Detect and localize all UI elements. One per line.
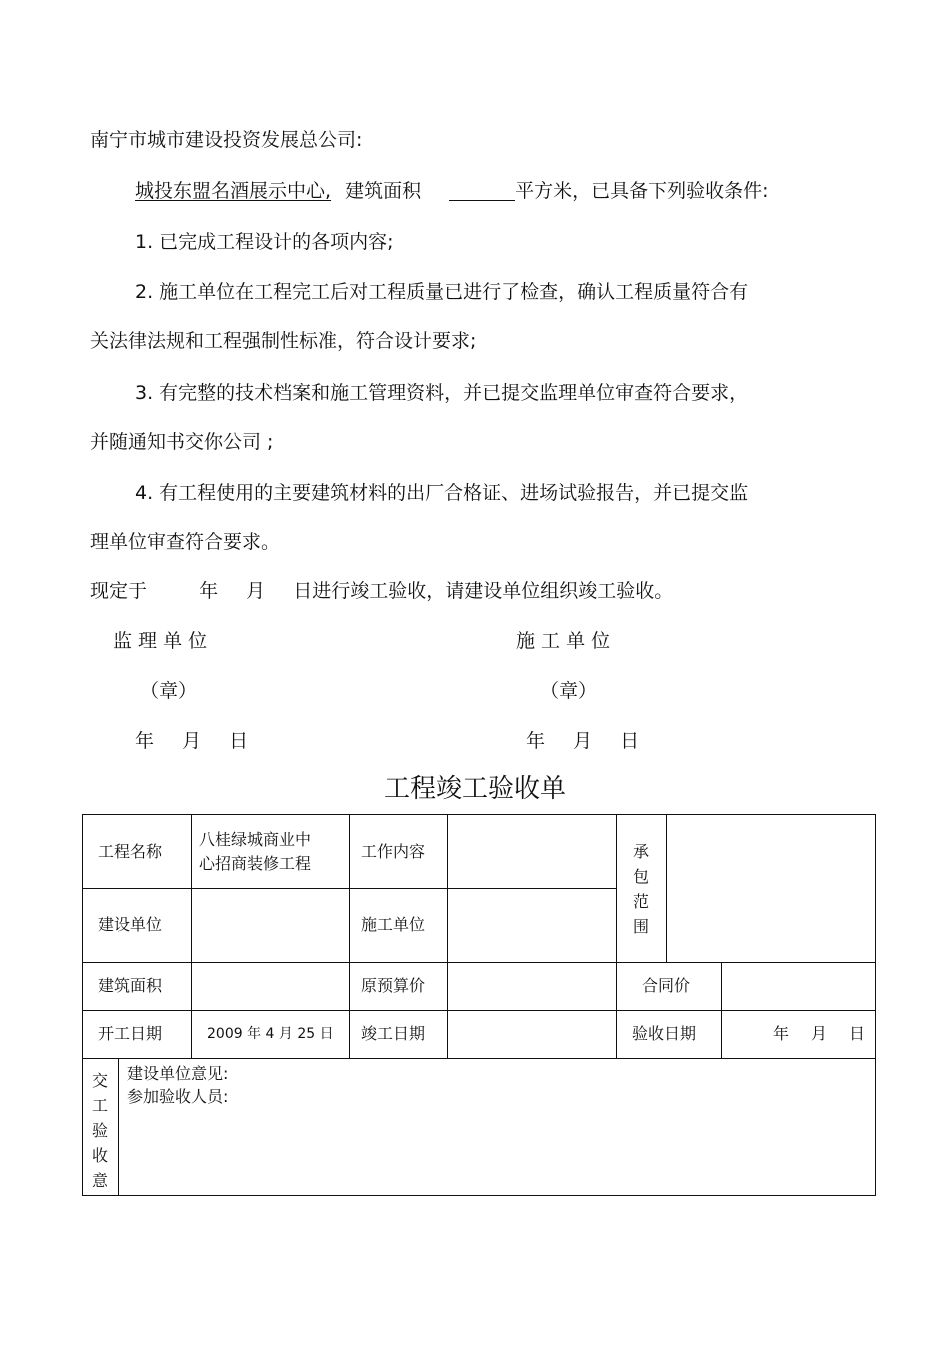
- schedule-line: [90, 578, 673, 604]
- acceptance-date-label: 验收日期: [632, 1024, 697, 1043]
- contractor-date-day: 日: [620, 730, 640, 752]
- handover-label-char: 交: [91, 1071, 108, 1090]
- project-name: 城投东盟名酒展示中心,: [135, 180, 332, 202]
- work-content-label: 工作内容: [361, 842, 426, 861]
- condition-item-3a: 3. 有完整的技术档案和施工管理资料，并已提交监理单位审查符合要求，: [135, 382, 749, 404]
- acceptance-month: 月: [811, 1024, 828, 1043]
- contract-price-label: 合同价: [642, 976, 691, 995]
- scope-label: [631, 839, 651, 939]
- condition-item-2b: 关法律法规和工程强制性标准，符合设计要求;: [90, 330, 477, 352]
- contractor-date-year: 年: [526, 730, 546, 752]
- start-date-value: 2009 年 4 月 25 日: [207, 1026, 334, 1042]
- grid-line: [666, 815, 667, 962]
- condition-item-4b: 理单位审查符合要求。: [90, 531, 281, 553]
- area-suffix: 平方米，已具备下列验收条件:: [515, 180, 769, 202]
- grid-line: [191, 815, 192, 1058]
- condition-item-2a: 2. 施工单位在工程完工后对工程质量已进行了检查，确认工程质量符合有: [135, 281, 749, 303]
- acceptance-year: 年: [773, 1024, 790, 1043]
- schedule-month: 月: [246, 580, 266, 602]
- handover-label-char: 意: [91, 1171, 108, 1190]
- project-name-value-2: 心招商装修工程: [199, 854, 312, 873]
- condition-item-4a: 4. 有工程使用的主要建筑材料的出厂合格证、进场试验报告，并已提交监: [135, 482, 749, 504]
- grid-line: [83, 1058, 875, 1059]
- start-date-label: 开工日期: [98, 1024, 163, 1043]
- contractor-date-month: 月: [573, 730, 593, 752]
- contractor-unit-label: 施 工 单 位: [516, 630, 611, 652]
- scope-label-char: 围: [632, 917, 649, 936]
- grid-line: [447, 815, 448, 1058]
- builder-opinion-label: 建设单位意见:: [127, 1064, 229, 1083]
- schedule-suffix: 日进行竣工验收，请建设单位组织竣工验收。: [293, 580, 674, 602]
- contractor-date: [526, 728, 639, 754]
- contractor-label: 施工单位: [361, 915, 426, 934]
- condition-item-3b: 并随通知书交你公司 ;: [90, 431, 274, 453]
- addressee: 南宁市城市建设投资发展总公司:: [90, 129, 363, 151]
- grid-line: [616, 815, 617, 1058]
- handover-label-char: 验: [91, 1121, 108, 1140]
- original-budget-label: 原预算价: [361, 976, 426, 995]
- scope-label-char: 范: [632, 892, 649, 911]
- handover-opinion-label: [90, 1068, 110, 1193]
- contractor-seal: （章）: [540, 680, 598, 702]
- acceptance-day: 日: [849, 1024, 866, 1043]
- form-title: 工程竣工验收单: [383, 774, 566, 804]
- supervisor-date-day: 日: [229, 730, 249, 752]
- acceptance-date-value: [773, 1023, 865, 1045]
- builder-label: 建设单位: [98, 915, 163, 934]
- supervisor-date-month: 月: [182, 730, 202, 752]
- supervisor-unit-label: 监 理 单 位: [113, 630, 208, 652]
- handover-label-char: 工: [91, 1096, 108, 1115]
- grid-line: [721, 962, 722, 1058]
- supervisor-date: [135, 728, 248, 754]
- acceptance-form-table: [82, 814, 876, 1196]
- schedule-year: 年: [199, 580, 219, 602]
- supervisor-date-year: 年: [135, 730, 155, 752]
- scope-label-char: 承: [632, 842, 649, 861]
- area-blank: [449, 180, 515, 201]
- grid-line: [83, 1010, 875, 1011]
- schedule-prefix: 现定于: [90, 580, 148, 602]
- project-name-label: 工程名称: [98, 842, 163, 861]
- completion-date-label: 竣工日期: [361, 1024, 426, 1043]
- participants-label: 参加验收人员:: [127, 1087, 229, 1106]
- handover-label-char: 收: [91, 1146, 108, 1165]
- grid-line: [118, 1058, 119, 1195]
- area-label: 建筑面积: [345, 180, 422, 202]
- scope-label-char: 包: [632, 867, 649, 886]
- intro-line: [135, 178, 769, 204]
- condition-item-1: 1. 已完成工程设计的各项内容;: [135, 231, 394, 253]
- project-name-value-1: 八桂绿城商业中: [199, 830, 312, 849]
- grid-line: [349, 815, 350, 1058]
- building-area-label: 建筑面积: [98, 976, 163, 995]
- grid-line: [83, 962, 875, 963]
- supervisor-seal: （章）: [140, 680, 198, 702]
